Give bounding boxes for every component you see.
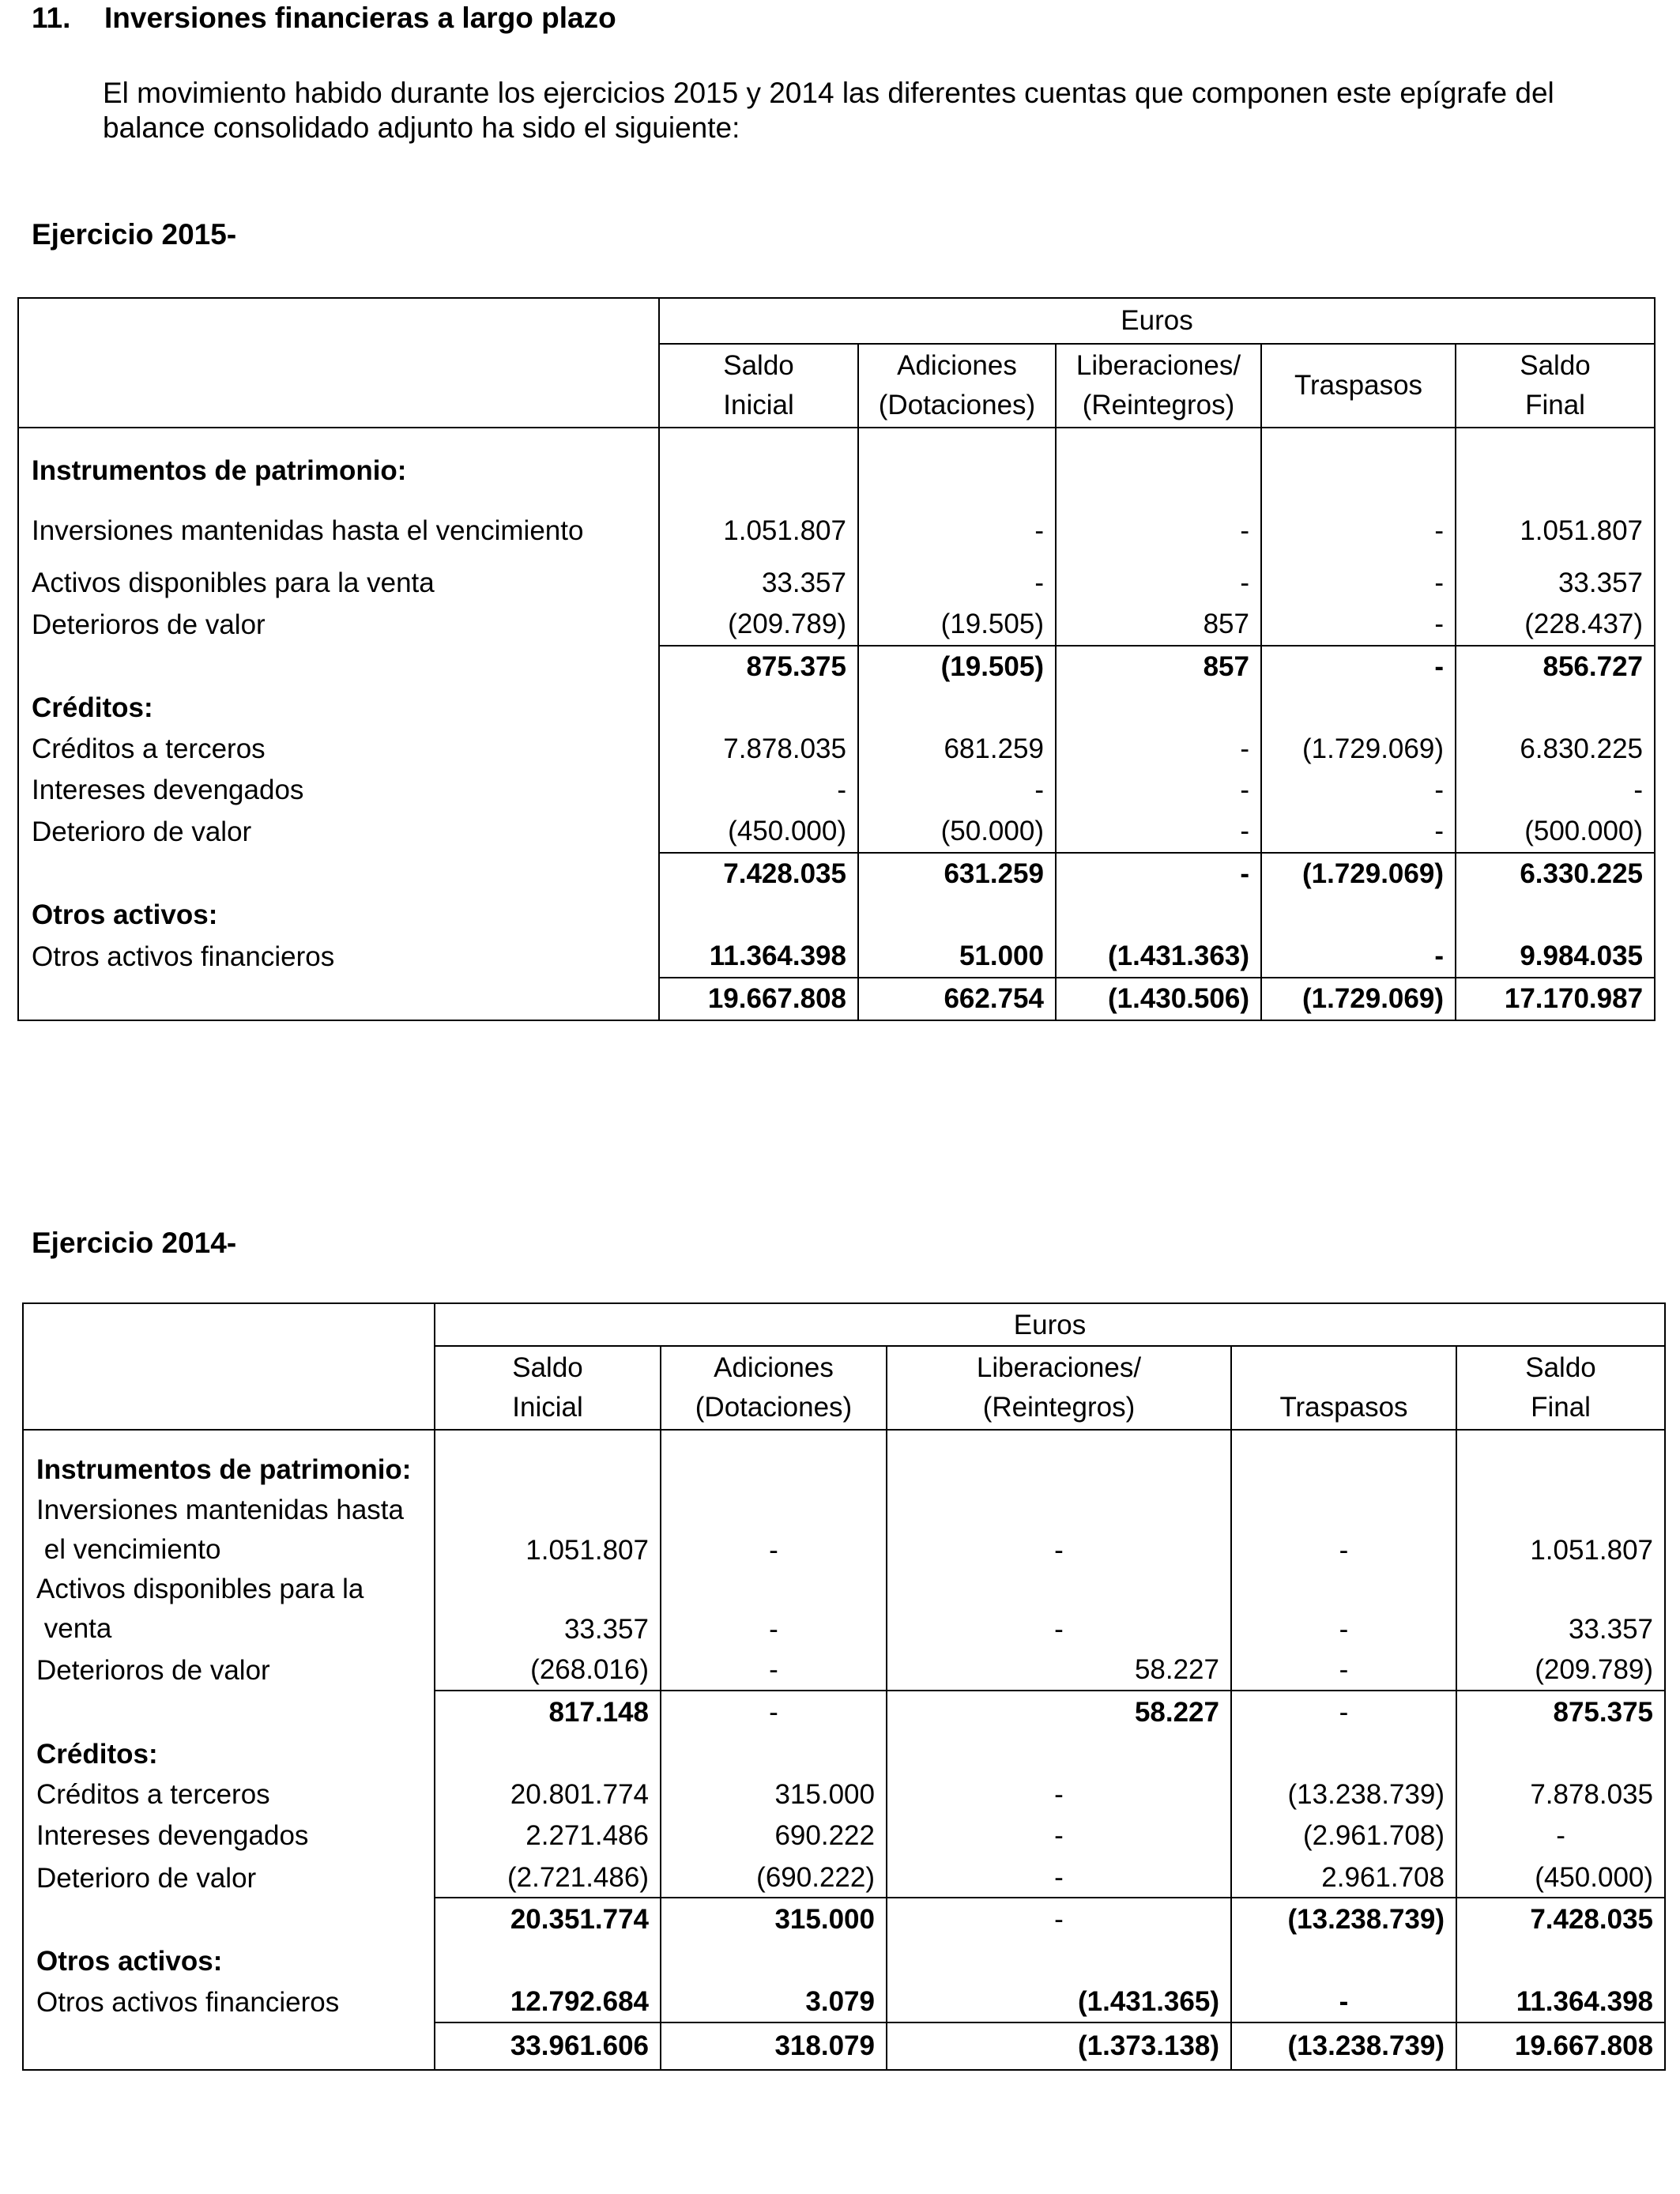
total-row: 33.961.606 318.079 (1.373.138) (13.238.739) 19.667.808 xyxy=(23,2022,1665,2070)
intro-paragraph: El movimiento habido durante los ejercicios 2015 y 2014 las diferentes cuentas que componen este epígrafe del balance consolidado adjunto ha sido el siguiente: xyxy=(103,77,1554,144)
table-row: Deterioros de valor (209.789) (19.505) 857 - (228.437) xyxy=(18,604,1655,646)
table-row: Activos disponibles para la venta 33.357 - - - 33.357 xyxy=(23,1570,1665,1649)
col-saldo-inicial: Saldo Inicial xyxy=(435,1346,661,1430)
section-row: Instrumentos de patrimonio: xyxy=(18,428,1655,492)
table-row: Otros activos financieros 12.792.684 3.079 (1.431.365) - 11.364.398 xyxy=(23,1981,1665,2022)
col-liberaciones: Liberaciones/ (Reintegros) xyxy=(887,1346,1231,1430)
title-2015: Ejercicio 2015- xyxy=(32,218,237,251)
table-row: Créditos a terceros 20.801.774 315.000 - (13.238.739) 7.878.035 xyxy=(23,1774,1665,1815)
section-row: Instrumentos de patrimonio: xyxy=(23,1430,1665,1491)
note-number: 11. xyxy=(32,2,71,34)
total-row: 19.667.808 662.754 (1.430.506) (1.729.069) 17.170.987 xyxy=(18,978,1655,1020)
col-saldo-final: Saldo Final xyxy=(1456,344,1655,428)
table-row: Créditos a terceros 7.878.035 681.259 - (1.729.069) 6.830.225 xyxy=(18,729,1655,770)
table-row: Deterioro de valor (450.000) (50.000) - - (500.000) xyxy=(18,811,1655,853)
subtotal-row: 20.351.774 315.000 - (13.238.739) 7.428.035 xyxy=(23,1898,1665,1940)
col-saldo-inicial: Saldo Inicial xyxy=(659,344,858,428)
col-traspasos: Traspasos xyxy=(1231,1346,1456,1430)
col-saldo-final: Saldo Final xyxy=(1456,1346,1665,1430)
col-adiciones: Adiciones (Dotaciones) xyxy=(858,344,1056,428)
section-row: Créditos: xyxy=(18,688,1655,729)
section-row: Otros activos: xyxy=(23,1940,1665,1981)
table-row: Activos disponibles para la venta 33.357 - - - 33.357 xyxy=(18,552,1655,604)
table-row: Otros activos financieros 11.364.398 51.000 (1.431.363) - 9.984.035 xyxy=(18,936,1655,978)
note-title: Inversiones financieras a largo plazo xyxy=(104,2,616,34)
table-row: Inversiones mantenidas hasta el vencimiento 1.051.807 - - - 1.051.807 xyxy=(23,1491,1665,1570)
table-row: Intereses devengados 2.271.486 690.222 - (2.961.708) - xyxy=(23,1815,1665,1856)
title-2014: Ejercicio 2014- xyxy=(32,1227,237,1259)
table-row: Deterioro de valor (2.721.486) (690.222) - 2.961.708 (450.000) xyxy=(23,1856,1665,1898)
table-row: Deterioros de valor (268.016) - 58.227 - (209.789) xyxy=(23,1649,1665,1691)
col-liberaciones: Liberaciones/ (Reintegros) xyxy=(1056,344,1261,428)
subtotal-row: 7.428.035 631.259 - (1.729.069) 6.330.225 xyxy=(18,853,1655,895)
table-2015 xyxy=(17,297,1656,1021)
section-row: Créditos: xyxy=(23,1732,1665,1774)
subtotal-row: 875.375 (19.505) 857 - 856.727 xyxy=(18,646,1655,688)
header-cols-row xyxy=(18,344,1655,428)
table-row: Intereses devengados - - - - - xyxy=(18,770,1655,811)
subtotal-row: 817.148 - 58.227 - 875.375 xyxy=(23,1691,1665,1732)
table-row: Inversiones mantenidas hasta el vencimiento 1.051.807 - - - 1.051.807 xyxy=(18,492,1655,552)
header-euros-row xyxy=(23,1303,1665,1346)
section-row: Otros activos: xyxy=(18,895,1655,936)
table-2014 xyxy=(22,1302,1666,2071)
euros-label: Euros xyxy=(659,298,1655,344)
col-traspasos: Traspasos xyxy=(1261,344,1456,428)
header-euros-row xyxy=(18,298,1655,344)
header-cols-row xyxy=(23,1346,1665,1430)
euros-label: Euros xyxy=(435,1303,1665,1346)
col-adiciones: Adiciones (Dotaciones) xyxy=(661,1346,887,1430)
note-heading xyxy=(32,2,616,35)
